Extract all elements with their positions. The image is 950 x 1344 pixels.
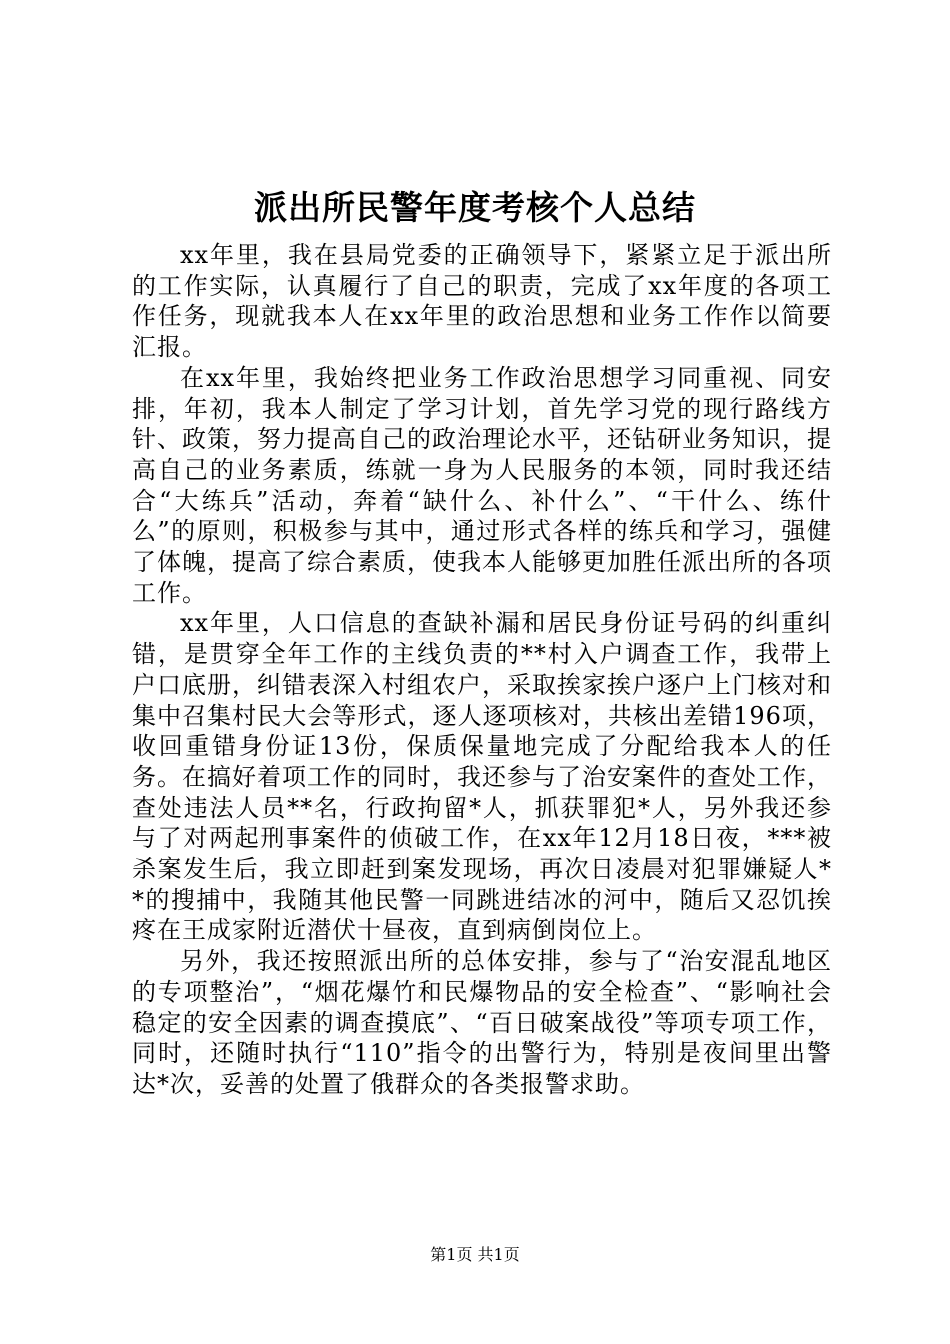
paragraph: xx年里，人口信息的查缺补漏和居民身份证号码的纠重纠错，是贯穿全年工作的主线负责的**村入户调查工作，我带上户口底册，纠错表深入村组农户，采取挨家挨户逐户上门核对和集中召集村民大会等形式，逐人逐项核对，共核出差错196项，收回重错身份证13份，保质保量地完成了分配给我本人的任务。在搞好着项工作的同时，我还参与了治安案件的查处工作，查处违法人员**名，行政拘留*人，抓获罪犯*人，另外我还参与了对两起刑事案件的侦破工作，在xx年12月18日夜，***被杀案发生后，我立即赶到案发现场，再次日凌晨对犯罪嫌疑人**的搜捕中，我随其他民警一同跳进结冰的河中，随后又忍饥挨疼在王成家附近潜伏十昼夜，直到病倒岗位上。 bbox=[132, 609, 832, 945]
document-title: 派出所民警年度考核个人总结 bbox=[254, 188, 696, 227]
paragraph: xx年里，我在县局党委的正确领导下，紧紧立足于派出所的工作实际，认真履行了自己的职责，完成了xx年度的各项工作任务，现就我本人在xx年里的政治思想和业务工作作以简要汇报。 bbox=[132, 241, 832, 362]
paragraph: 另外，我还按照派出所的总体安排，参与了“治安混乱地区的专项整治”，“烟花爆竹和民爆物品的安全检查”、“影响社会稳定的安全因素的调查摸底”、“百日破案战役”等项专项工作，同时，还随时执行“110”指令的出警行为，特别是夜间里出警达*次，妥善的处置了俄群众的各类报警求助。 bbox=[132, 947, 832, 1098]
page-number-footer: 第1页 共1页 bbox=[430, 1245, 520, 1264]
document-body bbox=[132, 240, 832, 1100]
paragraph: 在xx年里，我始终把业务工作政治思想学习同重视、同安排，年初，我本人制定了学习计划，首先学习党的现行路线方针、政策，努力提高自己的政治理论水平，还钻研业务知识，提高自己的业务素质，练就一身为人民服务的本领，同时我还结合“大练兵”活动，奔着“缺什么、补什么”、“干什么、练什么”的原则，积极参与其中，通过形式各样的练兵和学习，强健了体魄，提高了综合素质，使我本人能够更加胜任派出所的各项工作。 bbox=[132, 363, 832, 607]
